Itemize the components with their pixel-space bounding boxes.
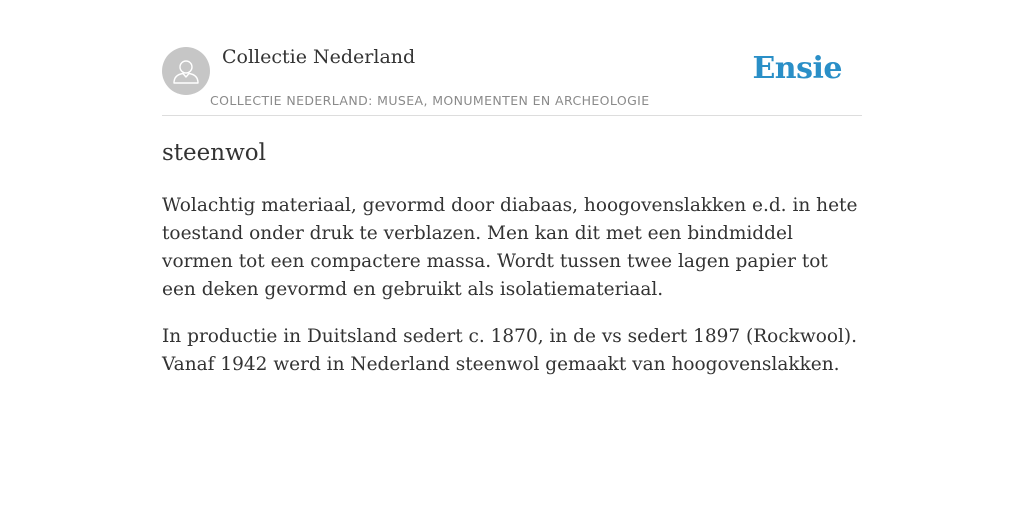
entry-header (162, 0, 862, 116)
author-avatar[interactable] (162, 47, 210, 95)
author-name[interactable]: Collectie Nederland (222, 46, 416, 68)
entry-card (162, 0, 862, 375)
source-label[interactable]: COLLECTIE NEDERLAND: MUSEA, MONUMENTEN EN ARCHEOLOGIE (210, 93, 650, 108)
user-silhouette-icon (162, 47, 210, 95)
definition-paragraph: In productie in Duitsland sedert c. 1870, in de vs sedert 1897 (Rockwool). Vanaf 1942 werd in Nederland steenwol gemaakt van hoogovenslakken. (162, 326, 858, 375)
ensie-logo[interactable]: Ensie (752, 51, 842, 86)
entry-term: steenwol (162, 140, 266, 166)
entry-definition (162, 192, 862, 398)
definition-paragraph: Wolachtig materiaal, gevormd door diabaas, hoogovenslakken e.d. in hete toestand onder druk te verblazen. Men kan dit met een bindmiddel vormen tot een compactere massa. Wordt tussen twee lagen papier tot een deken gevormd en gebruikt als isolatiemateriaal. (162, 195, 858, 300)
